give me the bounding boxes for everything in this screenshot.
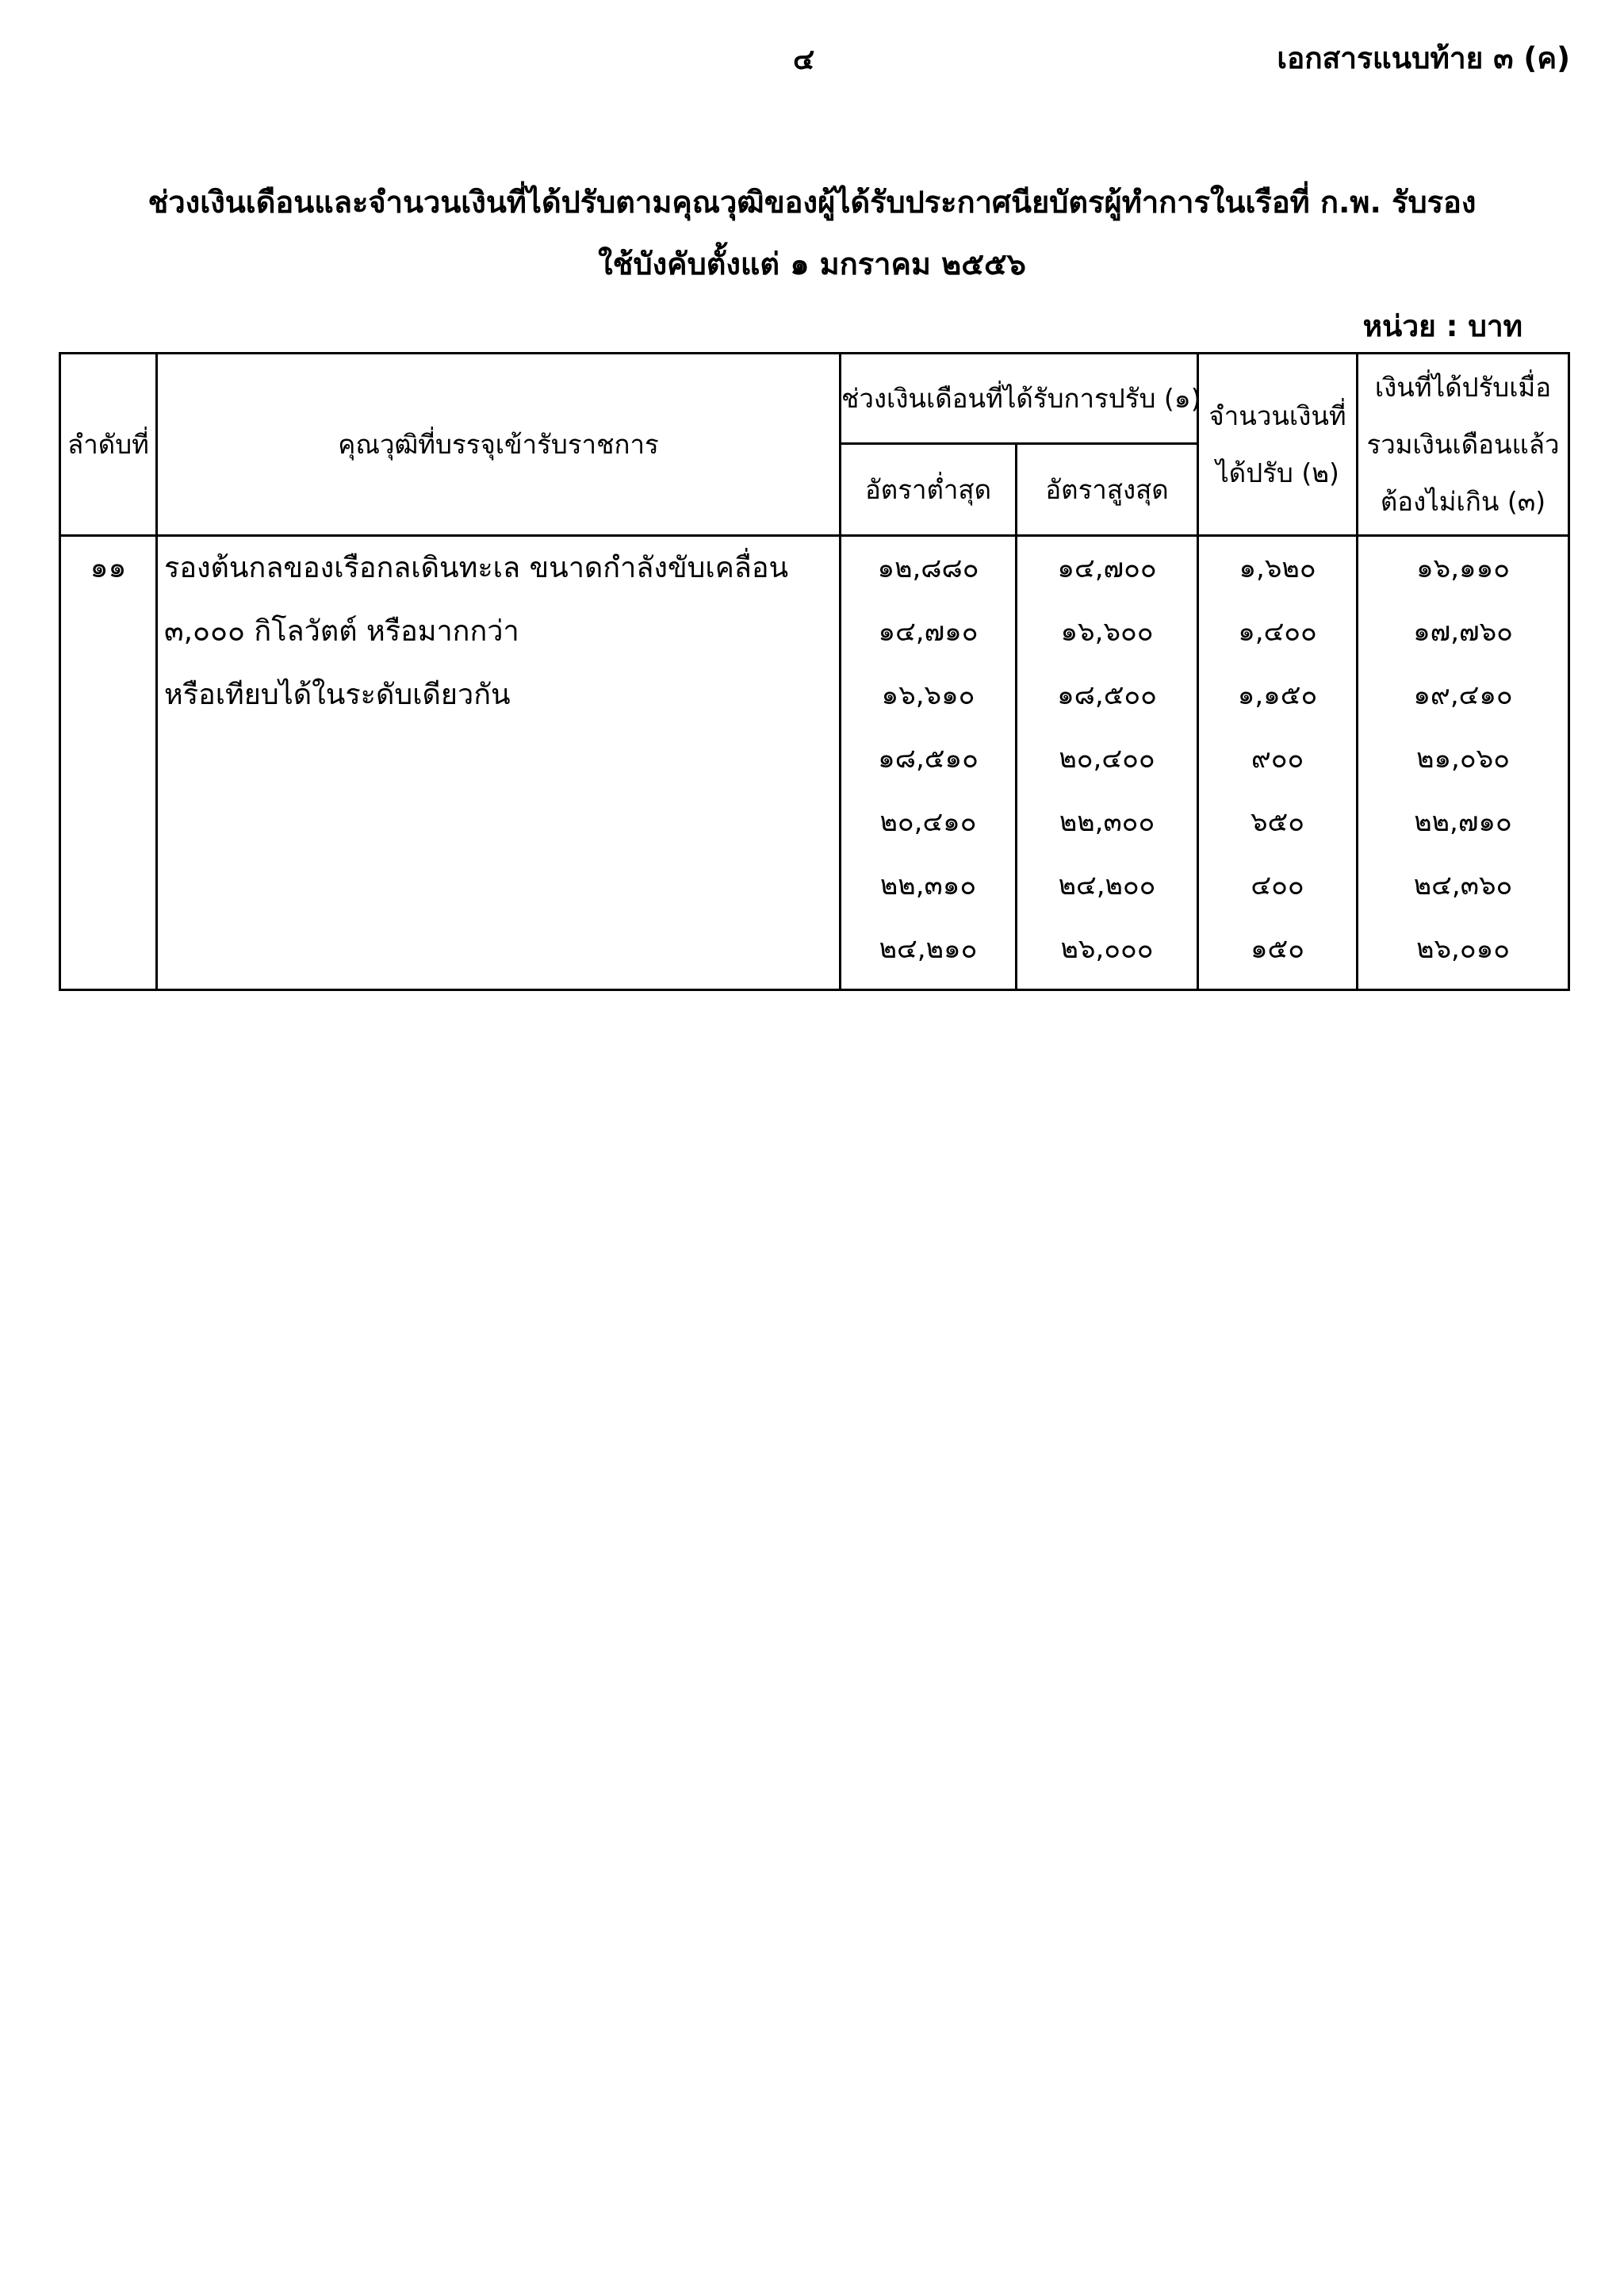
adjusted-amount-cell: ๑๕๐: [1250, 933, 1305, 965]
min-rate-cell: ๒๔,๒๑๐: [879, 933, 978, 965]
adjusted-amount-cell: ๑,๔๐๐: [1238, 616, 1317, 648]
adjusted-amount-cell: ๑,๖๒๐: [1239, 553, 1316, 584]
min-rate-cell: ๒๒,๓๑๐: [879, 870, 977, 901]
qualification-line: ๓,๐๐๐ กิโลวัตต์ หรือมากกว่า: [164, 615, 519, 648]
min-rate-cell: ๑๘,๕๑๐: [878, 743, 979, 775]
adjusted-amount-cell: ๑,๑๕๐: [1237, 679, 1318, 711]
max-rate-cell: ๑๖,๖๐๐: [1060, 616, 1154, 648]
header-salary-range: ช่วงเงินเดือนที่ได้รับการปรับ (๑): [841, 354, 1198, 444]
adjusted-amount-cell: ๖๕๐: [1250, 806, 1305, 838]
total-cap-cell: ๒๖,๐๑๐: [1416, 933, 1510, 965]
header-seq: ลำดับที่: [60, 354, 157, 536]
header-total-cap-line3: ต้องไม่เกิน (๓): [1380, 485, 1546, 517]
total-cap-column: [1358, 536, 1569, 990]
qualification-line: หรือเทียบได้ในระดับเดียวกัน: [164, 679, 511, 711]
header-adjusted-amount-line1: จำนวนเงินที่: [1208, 400, 1346, 431]
total-cap-cell: ๑๙,๔๑๐: [1413, 679, 1513, 711]
adjusted-amount-cell: ๙๐๐: [1251, 743, 1304, 775]
min-rate-cell: ๑๒,๘๘๐: [877, 553, 979, 584]
total-cap-cell: ๒๑,๐๖๐: [1416, 743, 1510, 775]
header-total-cap-line1: เงินที่ได้ปรับเมื่อ: [1374, 371, 1552, 403]
page-number: ๔: [793, 44, 815, 76]
total-cap-cell: ๑๗,๗๖๐: [1413, 616, 1513, 648]
total-cap-cell: ๒๔,๓๖๐: [1413, 870, 1513, 901]
max-rate-column: [1017, 536, 1198, 990]
qualification-line: รองต้นกลของเรือกลเดินทะเล ขนาดกำลังขับเคลื่อน: [164, 552, 789, 584]
max-rate-cell: ๒๔,๒๐๐: [1058, 870, 1156, 901]
max-rate-cell: ๒๒,๓๐๐: [1059, 806, 1155, 838]
attachment-label: เอกสารแนบท้าย ๓ (ค): [1277, 41, 1570, 75]
max-rate-cell: ๑๘,๕๐๐: [1057, 679, 1157, 711]
max-rate-cell: ๑๔,๗๐๐: [1057, 553, 1157, 584]
adjusted-amount-cell: ๔๐๐: [1251, 870, 1304, 901]
total-cap-cell: ๒๒,๗๑๐: [1414, 806, 1512, 838]
adjusted-amount-column: [1198, 536, 1358, 990]
total-cap-cell: ๑๖,๑๑๐: [1416, 553, 1510, 584]
row-qualification: [157, 536, 841, 990]
max-rate-cell: ๒๐,๔๐๐: [1059, 743, 1155, 775]
header-max-rate: อัตราสูงสุด: [1017, 444, 1198, 536]
header-adjusted-amount-line2: ได้ปรับ (๒): [1216, 457, 1339, 488]
unit-label: หน่วย : บาท: [1362, 309, 1522, 343]
header-total-cap: [1358, 354, 1569, 536]
salary-table-container: [59, 352, 1568, 984]
min-rate-cell: ๑๖,๖๑๐: [881, 679, 975, 711]
header-adjusted-amount: [1198, 354, 1358, 536]
document-title: ช่วงเงินเดือนและจำนวนเงินที่ได้ปรับตามคุณวุฒิของผู้ได้รับประกาศนียบัตรผู้ทำการในเรือที่ ก.พ. รับรอง: [147, 185, 1477, 220]
header-min-rate: อัตราต่ำสุด: [841, 444, 1017, 536]
row-seq: [60, 536, 157, 990]
min-rate-column: [841, 536, 1017, 990]
max-rate-cell: ๒๖,๐๐๐: [1060, 933, 1154, 965]
salary-table: [59, 352, 1570, 991]
row-seq-value: ๑๑: [90, 552, 127, 584]
header-qualification: คุณวุฒิที่บรรจุเข้ารับราชการ: [157, 354, 841, 536]
min-rate-cell: ๒๐,๔๑๐: [879, 806, 977, 838]
min-rate-cell: ๑๔,๗๑๐: [878, 616, 979, 648]
document-subtitle: ใช้บังคับตั้งแต่ ๑ มกราคม ๒๕๕๖: [598, 247, 1026, 281]
header-total-cap-line2: รวมเงินเดือนแล้ว: [1366, 428, 1560, 460]
